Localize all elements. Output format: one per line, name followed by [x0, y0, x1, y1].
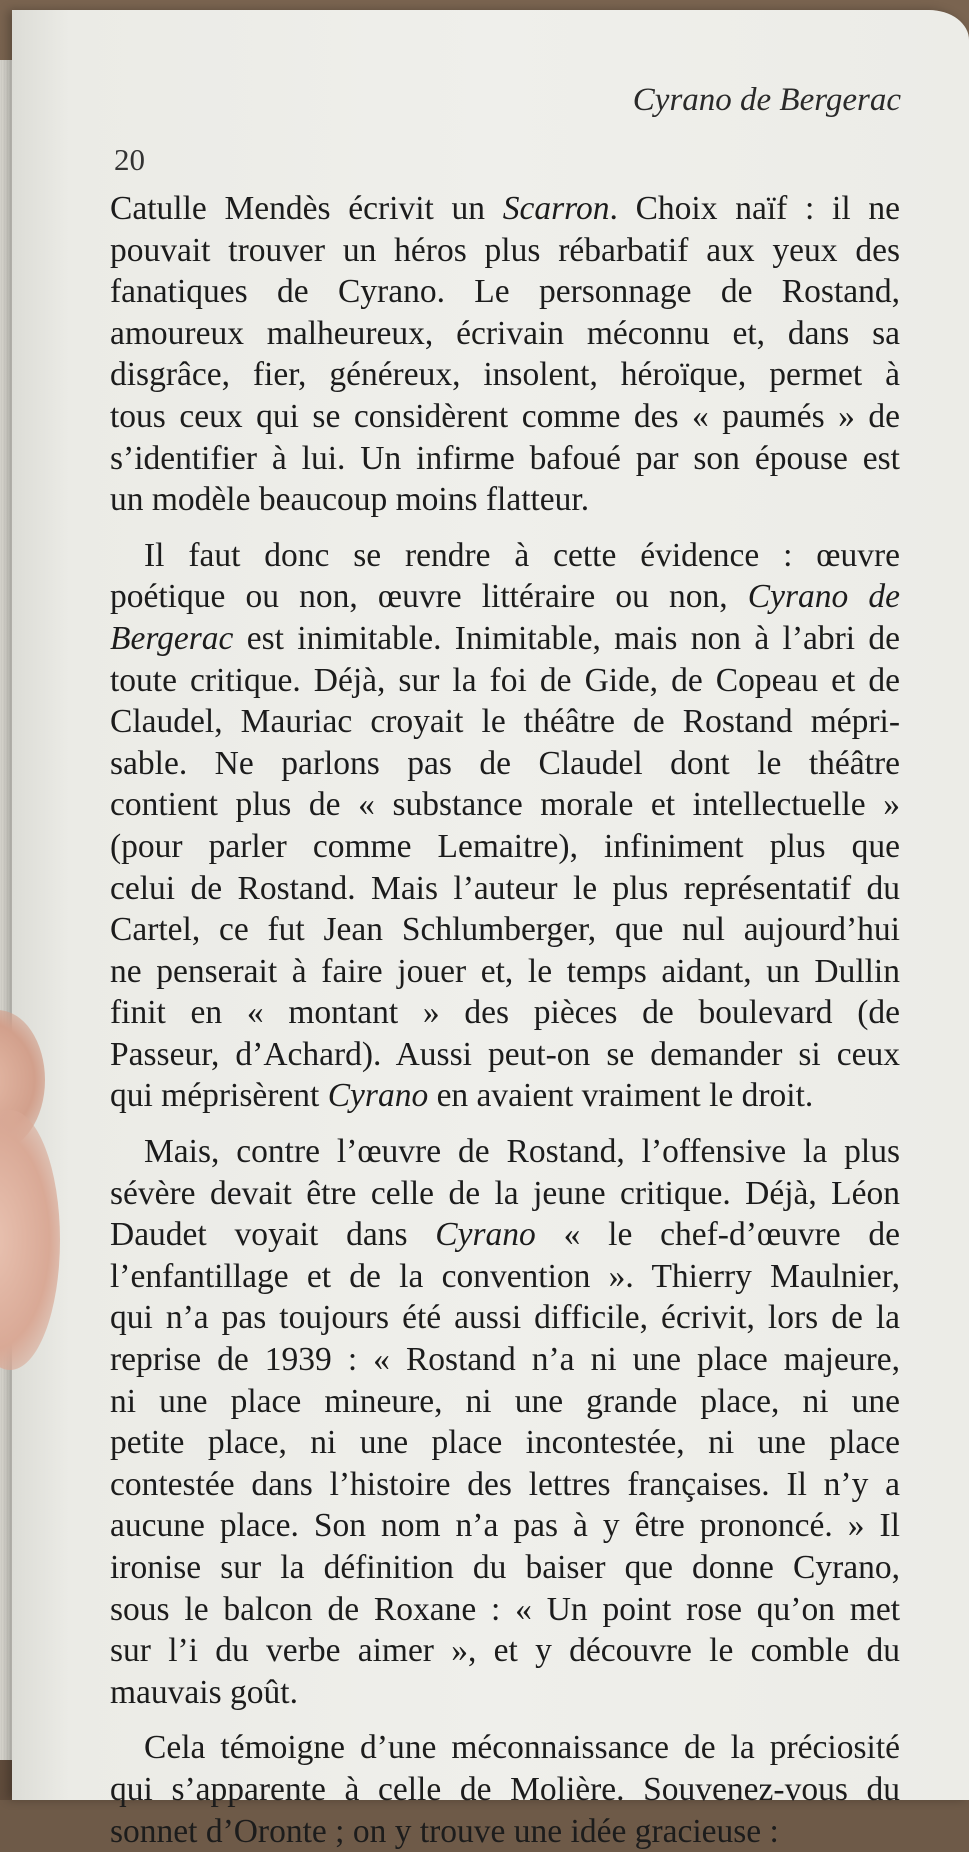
paragraph [110, 1131, 900, 1713]
text-line: disgrâce, fier, généreux, insolent, héroïque, permet à [110, 356, 900, 394]
text-line: qui méprisèrent Cyrano en avaient vraiment le droit. [110, 1077, 814, 1115]
text-line: l’enfantillage et de la convention ». Thierry Maulnier, [110, 1257, 900, 1295]
text-line: Cela témoigne d’une méconnaissance de la préciosité [144, 1729, 900, 1767]
book-page [12, 10, 969, 1850]
text-line: Il faut donc se rendre à cette évidence : œuvre [144, 536, 900, 574]
text-line: (pour parler comme Lemaitre), infiniment plus que [110, 827, 900, 865]
text-line: qui n’a pas toujours été aussi difficile, écrivit, lors de la [110, 1299, 900, 1337]
text-line: Claudel, Mauriac croyait le théâtre de Rostand mépri- [110, 703, 900, 741]
text-line: Mais, contre l’œuvre de Rostand, l’offensive la plus [144, 1133, 900, 1171]
text-line: finit en « montant » des pièces de boulevard (de [110, 994, 900, 1032]
text-line: contestée dans l’histoire des lettres françaises. Il n’y a [110, 1465, 900, 1503]
paragraph [110, 535, 900, 1117]
page-number: 20 [114, 142, 145, 177]
text-line: reprise de 1939 : « Rostand n’a ni une place majeure, [110, 1341, 900, 1379]
text-line: celui de Rostand. Mais l’auteur le plus représentatif du [110, 869, 900, 907]
text-line: aucune place. Son nom n’a pas à y être prononcé. » Il [110, 1507, 900, 1545]
text-line: sous le balcon de Roxane : « Un point rose qu’on met [110, 1590, 900, 1628]
text-line: sonnet d’Oronte ; on y trouve une idée gracieuse : [110, 1812, 779, 1850]
text-line: qui s’apparente à celle de Molière. Souvenez-vous du [110, 1770, 900, 1808]
paragraph [110, 1727, 900, 1852]
running-header: Cyrano de Bergerac [632, 82, 901, 118]
text-line: fanatiques de Cyrano. Le personnage de Rostand, [110, 273, 900, 311]
text-line: Bergerac est inimitable. Inimitable, mais non à l’abri de [110, 619, 900, 657]
text-line: ni une place mineure, ni une grande place, ni une [110, 1382, 900, 1420]
text-line: s’identifier à lui. Un infirme bafoué par son épouse est [110, 439, 900, 477]
paragraph [110, 188, 900, 521]
text-line: ne penserait à faire jouer et, le temps aidant, un Dullin [110, 952, 900, 990]
text-line: Catulle Mendès écrivit un Scarron. Choix naïf : il ne [110, 190, 900, 227]
text-line: sur l’i du verbe aimer », et y découvre le comble du [110, 1632, 900, 1670]
text-line: Passeur, d’Achard). Aussi peut-on se demander si ceux [110, 1035, 900, 1073]
text-line: poétique ou non, œuvre littéraire ou non, Cyrano de [110, 578, 900, 616]
text-line: tous ceux qui se considèrent comme des « paumés » de [110, 397, 900, 435]
text-line: toute critique. Déjà, sur la foi de Gide, de Copeau et de [110, 661, 900, 699]
text-line: sévère devait être celle de la jeune critique. Déjà, Léon [110, 1174, 900, 1212]
text-line: un modèle beaucoup moins flatteur. [110, 481, 590, 519]
text-line: Daudet voyait dans Cyrano « le chef-d’œuvre de [110, 1216, 900, 1254]
text-line: Cartel, ce fut Jean Schlumberger, que nul aujourd’hui [110, 911, 900, 949]
text-line: pouvait trouver un héros plus rébarbatif aux yeux des [110, 231, 900, 269]
text-line: ironise sur la définition du baiser que donne Cyrano, [110, 1549, 900, 1586]
text-line: mauvais goût. [110, 1673, 298, 1711]
body-text [110, 188, 900, 1852]
text-line: contient plus de « substance morale et intellectuelle » [110, 786, 900, 824]
text-line: petite place, ni une place incontestée, ni une place [110, 1424, 900, 1462]
text-line: sable. Ne parlons pas de Claudel dont le théâtre [110, 744, 900, 782]
text-line: amoureux malheureux, écrivain méconnu et, dans sa [110, 314, 900, 352]
